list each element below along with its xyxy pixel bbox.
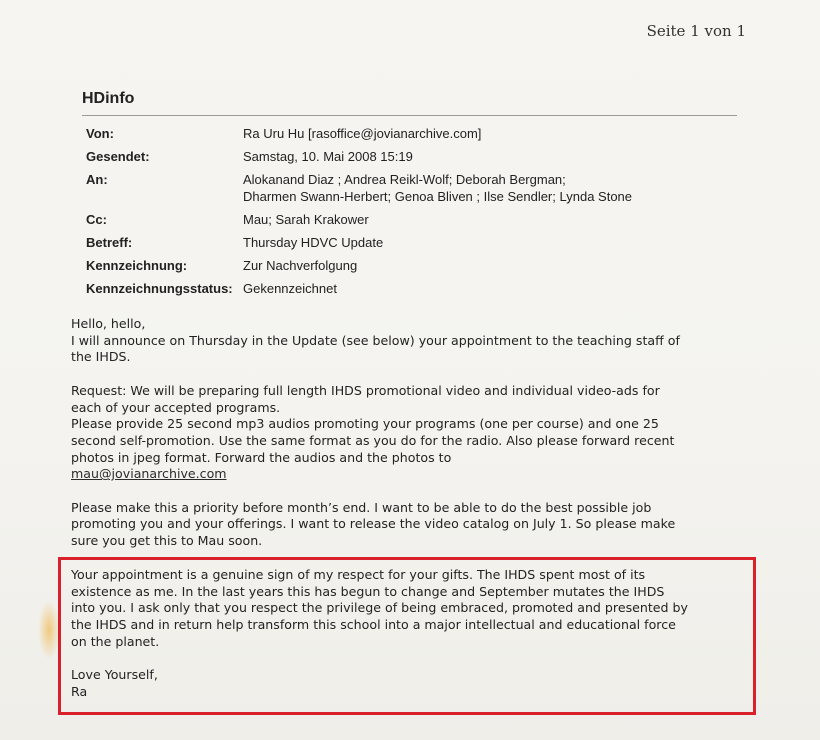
header-value-flag: Zur Nachverfolgung — [243, 258, 358, 273]
header-row-sent — [86, 149, 632, 171]
header-value-from: Ra Uru Hu [rasoffice@jovianarchive.com] — [243, 126, 482, 141]
header-row-from — [86, 126, 632, 149]
body-link-paragraph — [71, 466, 761, 483]
body-paragraph-request: Request: We will be preparing full length IHDS promotional video and individual video-ads for each of your accepted programs. Please provide 25 second mp3 audios promoting your programs (one per course) and one 25 second self-promotion. Use the same format as you do for the radio. Also please forward recent photos in jpeg format. Forward the audios and the photos to — [71, 382, 675, 465]
header-row-flag-status — [86, 281, 632, 304]
header-value-sent: Samstag, 10. Mai 2008 15:19 — [243, 149, 413, 164]
header-label-to: An: — [86, 172, 108, 187]
title-divider — [82, 115, 737, 116]
header-row-subject — [86, 235, 632, 258]
email-header-table — [86, 126, 632, 304]
header-label-flag: Kennzeichnung: — [86, 258, 188, 273]
page-number: Seite 1 von 1 — [646, 22, 746, 40]
body-paragraph-greeting: Hello, hello, I will announce on Thursday in the Update (see below) your appointment to the teaching staff of the IHDS. — [71, 316, 680, 365]
header-label-subject: Betreff: — [86, 235, 133, 250]
header-value-to: Alokanand Diaz ; Andrea Reikl-Wolf; Deborah Bergman; Dharmen Swann-Herbert; Genoa Bliven ; Ilse Sendler; Lynda Stone — [243, 172, 633, 204]
highlighted-section — [71, 567, 751, 701]
header-value-flag-status: Gekennzeichnet — [243, 281, 337, 296]
paper-stain — [38, 600, 60, 660]
header-value-cc: Mau; Sarah Krakower — [243, 212, 369, 227]
email-body — [71, 316, 761, 567]
body-paragraph-priority: Please make this a priority before month’s end. I want to be able to do the best possible job promoting you and your offerings. I want to release the video catalog on July 1. So please make sure you get this to Mau soon. — [71, 499, 676, 549]
header-label-sent: Gesendet: — [86, 149, 150, 164]
header-value-subject: Thursday HDVC Update — [243, 235, 384, 250]
email-title: HDinfo — [82, 90, 135, 107]
body-paragraph-appointment: Your appointment is a genuine sign of my respect for your gifts. The IHDS spent most of its existence as me. In the last years this has begun to change and September mutates the IHDS into you. I ask only that you respect the privilege of being embraced, promoted and presented by the IHDS and in return help transform this school into a major intellectual and educational force on the planet. — [71, 567, 688, 649]
header-label-from: Von: — [86, 126, 114, 141]
header-label-flag-status: Kennzeichnungsstatus: — [86, 281, 233, 296]
body-closing: Love Yourself, Ra — [71, 667, 158, 699]
header-row-flag — [86, 258, 632, 281]
header-row-to — [86, 171, 632, 212]
header-label-cc: Cc: — [86, 212, 107, 227]
header-row-cc — [86, 212, 632, 235]
email-link[interactable]: mau@jovianarchive.com — [71, 466, 227, 482]
